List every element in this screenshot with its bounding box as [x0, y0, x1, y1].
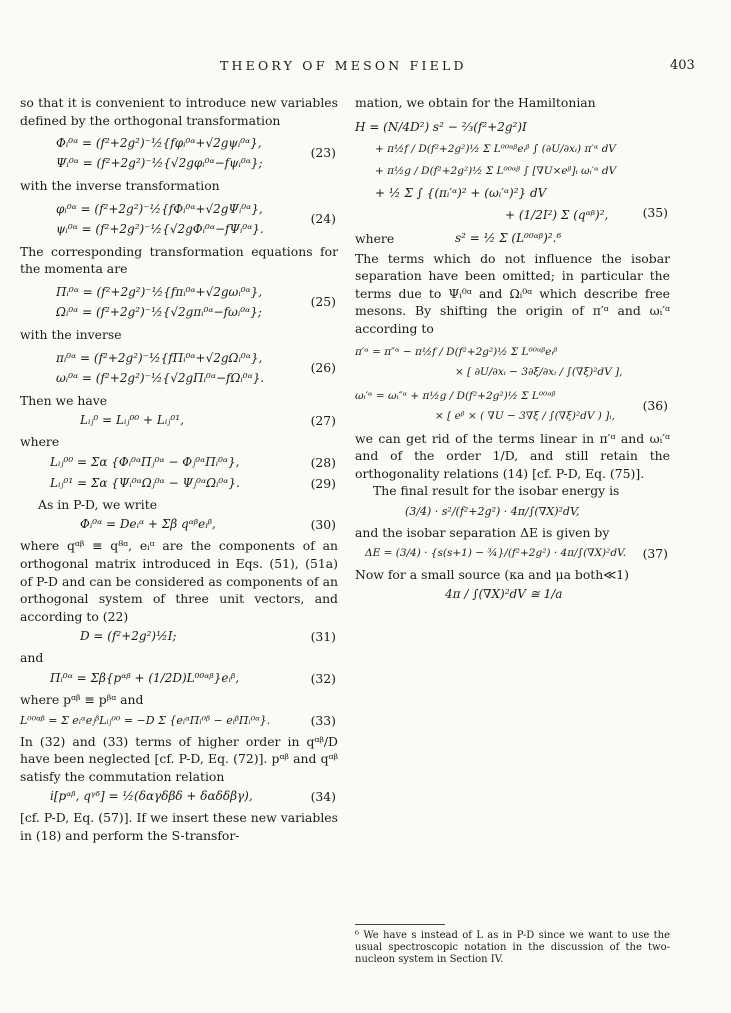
hamiltonian-equation	[355, 116, 670, 226]
equation-32	[20, 670, 338, 688]
equation-body: Πᵢ⁰ᵅ = Σβ{pᵅᵝ + (1/2D)L⁰⁰ᵅᵝ}eᵢᵝ,	[50, 670, 240, 685]
equation-body: Lᵢⱼ⁰ = Lᵢⱼ⁰⁰ + Lᵢⱼ⁰¹,	[80, 413, 184, 428]
paragraph: where	[20, 434, 60, 450]
paragraph: we can get rid of the terms linear in π′ᵅ and ωᵢ′ᵅ and of the order 1/D, and still retain the orthogonality relations (14) [cf. P-D, Eq. (75)].	[355, 430, 670, 481]
equation-27	[20, 412, 338, 430]
equation-line: Φᵢ⁰ᵅ = (f²+2g²)⁻½{fφᵢ⁰ᵅ+√2gψᵢ⁰ᵅ},	[56, 136, 262, 151]
paragraph: and the isobar separation ΔE is given by	[355, 524, 610, 540]
equation-line: + π½g / D(f²+2g²)½ Σ L⁰⁰ᵅᵝ ∫ [∇U×eᵝ]ᵢ ωᵢ′ᵅ dV	[375, 164, 617, 177]
paragraph: In (32) and (33) terms of higher order in qᵅᵝ/D have been neglected [cf. P-D, Eq. (72)]. pᵅᵝ and qᵅᵝ satisfy the commutation relation	[20, 733, 338, 784]
equation-body: (3/4) · s²/(f²+2g²) · 4π/∫(∇X)²dV,	[405, 504, 580, 518]
equation-body: Φᵢ⁰ᵅ = Deᵢᵅ + Σβ qᵅᵝeᵢᵝ,	[80, 517, 216, 532]
equation-line: + ½ Σ ∫ {(πᵢ′ᵅ)² + (ωᵢ′ᵅ)²} dV	[375, 185, 547, 200]
equation-25	[20, 282, 338, 322]
equation-37	[355, 545, 670, 563]
equation-number: (36)	[642, 397, 668, 413]
right-column	[355, 94, 670, 607]
equation-body: D = (f²+2g²)½I;	[80, 629, 177, 644]
equation-number: (31)	[310, 629, 336, 645]
isobar-energy-equation	[355, 503, 670, 521]
paragraph: with the inverse	[20, 326, 122, 342]
page-number: 403	[670, 58, 695, 73]
equation-number: (24)	[310, 210, 336, 226]
paragraph: [cf. P-D, Eq. (57)]. If we insert these new variables in (18) and perform the S-transfor-	[20, 810, 338, 843]
paragraph: The final result for the isobar energy is	[373, 483, 620, 499]
equation-number: (26)	[310, 359, 336, 375]
s-squared-definition	[355, 230, 670, 250]
equation-34	[20, 788, 338, 806]
equation-number: (27)	[310, 413, 336, 429]
equation-line: + (1/2I²) Σ (qᵅᵝ)²,	[505, 207, 609, 222]
paragraph: mation, we obtain for the Hamiltonian	[355, 95, 596, 110]
equation-28	[20, 454, 338, 472]
equation-line: H = (N/4D²) s² − ⅔(f²+2g²)I	[355, 119, 527, 134]
equation-number: (25)	[310, 294, 336, 310]
running-title: THEORY OF MESON FIELD	[220, 58, 467, 73]
equation-line: ωᵢ⁰ᵅ = (f²+2g²)⁻½{√2gΠᵢ⁰ᵅ−fΩᵢ⁰ᵅ}.	[56, 370, 265, 385]
equation-line: φᵢ⁰ᵅ = (f²+2g²)⁻½{fΦᵢ⁰ᵅ+√2gΨᵢ⁰ᵅ},	[56, 201, 263, 216]
equation-line: ψᵢ⁰ᵅ = (f²+2g²)⁻½{√2gΦᵢ⁰ᵅ−fΨᵢ⁰ᵅ}.	[56, 221, 264, 236]
equation-26	[20, 348, 338, 388]
equation-body: i[pᵅᵝ, qᵞᵟ] = ½(δαγδβδ + δαδδβγ),	[50, 789, 253, 804]
equation-29	[20, 475, 338, 493]
paragraph: so that it is convenient to introduce new variables defined by the orthogonal transformation	[20, 95, 338, 128]
footnote: ⁶ We have s instead of L as in P-D since we want to use the usual spectroscopic notation in the discussion of the two-nucleon system in Section IV.	[355, 930, 670, 965]
equation-36b	[355, 386, 670, 426]
equation-line: ωᵢ′ᵅ = ωᵢ″ᵅ + π½g / D(f²+2g²)½ Σ L⁰⁰ᵅᵝ	[355, 389, 556, 402]
equation-number: (34)	[310, 789, 336, 805]
equation-line: π′ᵅ = π″ᵅ − π½f / D(f²+2g²)½ Σ L⁰⁰ᵅᵝeᵢᵝ	[355, 345, 558, 358]
equation-24	[20, 199, 338, 239]
paragraph: As in P-D, we write	[38, 496, 158, 512]
equation-body: L⁰⁰ᵅᵝ = Σ eᵢᵅeⱼᵝLᵢⱼ⁰⁰ = −D Σ {eᵢᵅΠᵢ⁰ᵝ − eᵢᵝΠᵢ⁰ᵅ}.	[20, 713, 271, 727]
paragraph: where qᵅᵝ ≡ q⁸ᵅ, eᵢᵅ are the components of an orthogonal matrix introduced in Eqs. (51), (51a) of P-D and can be considered as components of an orthogonal system of three unit vectors, and according to (22)	[20, 538, 338, 624]
equation-body: 4π / ∫(∇X)²dV ≅ 1/a	[445, 587, 563, 602]
paragraph: The corresponding transformation equations for the momenta are	[20, 243, 338, 277]
paragraph: with the inverse transformation	[20, 178, 220, 194]
equation-number: (32)	[310, 671, 336, 687]
paragraph: and	[20, 650, 44, 666]
running-header	[0, 58, 731, 80]
where-label: where	[355, 230, 395, 246]
equation-line: + π½f / D(f²+2g²)½ Σ L⁰⁰ᵅᵝeᵢᵝ ∫ (∂U/∂xᵢ) π′ᵅ dV	[375, 142, 616, 155]
equation-number: (29)	[310, 475, 336, 491]
equation-body: Lᵢⱼ⁰⁰ = Σα {Φᵢ⁰ᵅΠⱼ⁰ᵅ − Φⱼ⁰ᵅΠᵢ⁰ᵅ},	[50, 454, 240, 469]
equation-number: (23)	[310, 145, 336, 161]
equation-number: (33)	[310, 712, 336, 728]
equation-line: × [ ∂U/∂xᵢ − 3∂ξ/∂xᵢ / ∫(∇ξ)²dV ],	[455, 365, 623, 378]
paragraph: Then we have	[20, 392, 108, 408]
equation-line: × [ eᵝ × ( ∇U − 3∇ξ / ∫(∇ξ)²dV ) ]ᵢ,	[435, 409, 615, 422]
equation-31	[20, 628, 338, 646]
paragraph: The terms which do not influence the isobar separation have been omitted; in particular the terms due to Ψᵢ⁰ᵅ and Ωᵢ⁰ᵅ which describe free mesons. By shifting the origin of π′ᵅ and ωᵢ′ᵅ according to	[355, 250, 670, 336]
equation-line: Πᵢ⁰ᵅ = (f²+2g²)⁻½{fπᵢ⁰ᵅ+√2gωᵢ⁰ᵅ},	[56, 284, 263, 299]
paragraph: Now for a small source (κa and μa both≪1)	[355, 566, 629, 582]
equation-line: Ωᵢ⁰ᵅ = (f²+2g²)⁻½{√2gπᵢ⁰ᵅ−fωᵢ⁰ᵅ};	[56, 304, 262, 319]
equation-body: s² = ½ Σ (L⁰⁰ᵅᵝ)².⁶	[455, 230, 562, 245]
small-source-equation	[355, 586, 670, 604]
equation-line: πᵢ⁰ᵅ = (f²+2g²)⁻½{fΠᵢ⁰ᵅ+√2gΩᵢ⁰ᵅ},	[56, 350, 263, 365]
paragraph: where pᵅᵝ ≡ pᵝᵅ and	[20, 691, 144, 707]
equation-30	[20, 516, 338, 534]
equation-line: Ψᵢ⁰ᵅ = (f²+2g²)⁻½{√2gφᵢ⁰ᵅ−fψᵢ⁰ᵅ};	[56, 156, 263, 171]
equation-body: Lᵢⱼ⁰¹ = Σα {Ψᵢ⁰ᵅΩⱼ⁰ᵅ − Ψⱼ⁰ᵅΩᵢ⁰ᵅ}.	[50, 475, 240, 490]
footnote-rule	[355, 924, 445, 925]
equation-36a	[355, 342, 670, 382]
equation-body: ΔE = (3/4) · {s(s+1) − ¾}/(f²+2g²) · 4π/∫(∇X)²dV.	[365, 546, 627, 559]
equation-number: (30)	[310, 517, 336, 533]
left-column	[20, 94, 338, 844]
equation-number: (28)	[310, 454, 336, 470]
equation-33	[20, 712, 338, 730]
equation-number: (37)	[642, 545, 668, 561]
equation-23	[20, 133, 338, 173]
equation-number: (35)	[642, 205, 668, 220]
